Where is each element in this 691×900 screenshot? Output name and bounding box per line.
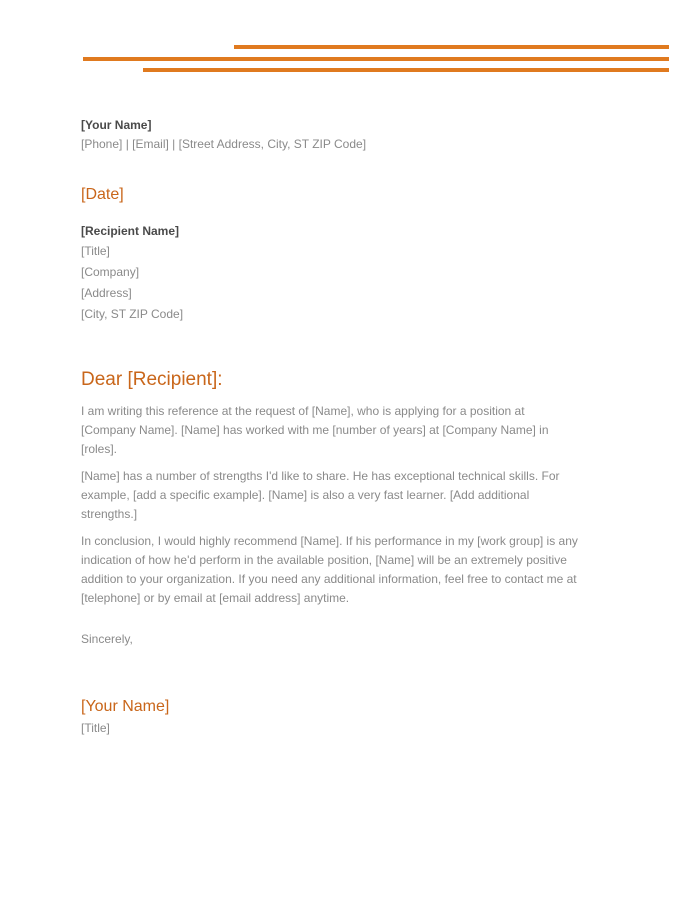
header-accent-line-middle [83,57,669,61]
body-paragraph: [Name] has a number of strengths I'd like to share. He has exceptional technical skills. For example, [add a specific example]. [Name] is also a very fast learner. [Add additional strengths.] [81,469,560,521]
letter-date: [Date] [81,186,124,203]
recipient-title: [Title] [81,244,110,258]
body-paragraph: In conclusion, I would highly recommend [Name]. If his performance in my [work group] is any indication of how he'd perform in the available position, [Name] will be an extremely positive addition to your organization. If you need any additional information, feel free to contact me at [telephone] or by email at [email address] anytime. [81,534,578,605]
recipient-city-state-zip: [City, ST ZIP Code] [81,307,184,321]
recipient-block [81,223,183,325]
signature-title: [Title] [81,721,110,735]
recipient-address: [Address] [81,286,132,300]
header-accent-line-bottom [143,68,669,72]
salutation: Dear [Recipient]: [81,369,223,390]
signature-name: [Your Name] [81,698,170,715]
recipient-name: [Recipient Name] [81,224,180,238]
body-paragraph: I am writing this reference at the request of [Name], who is applying for a position at [Company Name]. [Name] has worked with me [number of years] at [Company Name] in [roles]. [81,404,549,456]
sender-name: [Your Name] [81,118,152,132]
sender-block [81,117,366,153]
header-accent-line-top [234,45,669,49]
closing: Sincerely, [81,632,133,646]
sender-contact-line: [Phone] | [Email] | [Street Address, City, ST ZIP Code] [81,137,367,151]
recipient-company: [Company] [81,265,140,279]
letter-body [81,402,581,616]
